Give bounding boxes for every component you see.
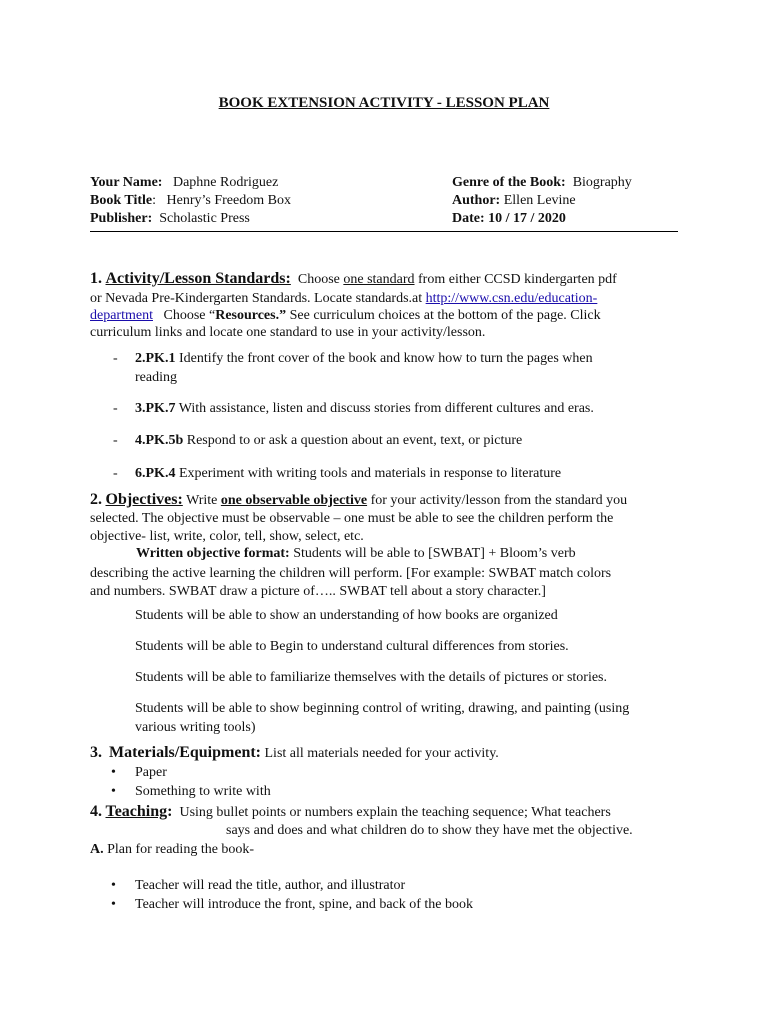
part-a-text: Plan for reading the book- — [107, 842, 255, 857]
objective-item: Students will be able to show beginning control of writing, drawing, and painting (using — [135, 701, 630, 716]
csn-link-part-1[interactable]: http://www.csn.edu/education- — [425, 291, 598, 306]
csn-link-part-2[interactable]: department — [90, 308, 153, 323]
section-2-heading: Objectives: — [105, 491, 183, 508]
objective-item: Students will be able to Begin to understand cultural differences from stories. — [135, 639, 569, 654]
name-label: Your Name: — [90, 175, 163, 190]
standard-item — [113, 432, 522, 450]
section-1-number: 1. — [90, 270, 102, 287]
section-2-line-6: and numbers. SWBAT draw a picture of….. SWBAT tell about a story character.] — [90, 584, 546, 599]
objective-item: Students will be able to show an understanding of how books are organized — [135, 608, 558, 623]
section-2-line-1 — [90, 491, 627, 510]
standard-code: 3.PK.7 — [135, 401, 176, 416]
standard-code: 6.PK.4 — [135, 466, 176, 481]
section-4-text: Using bullet points or numbers explain the teaching sequence; What teachers — [179, 805, 611, 820]
format-text: Students will be able to [SWBAT] + Bloom’s verb — [293, 546, 576, 561]
list-item — [111, 877, 405, 895]
publisher-row — [90, 210, 250, 228]
part-a-label: A. — [90, 842, 104, 857]
document-title: BOOK EXTENSION ACTIVITY - LESSON PLAN — [218, 95, 550, 111]
section-2-observable: one observable objective — [220, 493, 368, 508]
standard-item — [113, 350, 593, 368]
list-item — [111, 764, 167, 782]
date-label: Date: 10 / 17 / 2020 — [452, 211, 566, 226]
section-1-one-standard: one standard — [343, 272, 415, 287]
genre-label: Genre of the Book: — [452, 175, 566, 190]
genre-value: Biography — [572, 175, 632, 190]
section-1-heading: Activity/Lesson Standards: — [105, 270, 291, 287]
section-4-line-1 — [90, 803, 611, 822]
material-text: Something to write with — [135, 784, 271, 799]
dash-bullet: - — [113, 433, 118, 448]
section-2-number: 2. — [90, 491, 102, 508]
teaching-step-text: Teacher will read the title, author, and illustrator — [135, 878, 406, 893]
standard-text: Identify the front cover of the book and know how to turn the pages when — [178, 351, 593, 366]
section-3-colon: : — [255, 744, 261, 761]
date-row — [452, 210, 566, 228]
standard-code: 4.PK.5b — [135, 433, 184, 448]
header-divider — [90, 231, 678, 232]
list-item — [111, 896, 473, 914]
section-1-line-4: curriculum links and locate one standard to use in your activity/lesson. — [90, 325, 486, 340]
bullet-icon: • — [111, 897, 116, 912]
book-title-value: Henry’s Freedom Box — [166, 193, 291, 208]
bullet-icon: • — [111, 784, 116, 799]
section-1-line-2 — [90, 290, 597, 308]
section-1-text-a: Choose — [297, 272, 340, 287]
bullet-icon: • — [111, 765, 116, 780]
section-1-resources: Resources.” — [215, 308, 287, 323]
dash-bullet: - — [113, 466, 118, 481]
section-1-line-1 — [90, 270, 617, 289]
publisher-label: Publisher: — [90, 211, 153, 226]
author-row — [452, 192, 576, 210]
genre-row — [452, 174, 632, 192]
standard-item — [113, 400, 594, 418]
dash-bullet: - — [113, 401, 118, 416]
standard-code: 2.PK.1 — [135, 351, 176, 366]
section-4-heading: Teaching — [105, 803, 168, 820]
section-3-heading: Materials/Equipment — [109, 744, 256, 761]
list-item — [111, 783, 271, 801]
book-title-row — [90, 192, 291, 210]
objective-item: Students will be able to familiarize themselves with the details of pictures or stories. — [135, 670, 607, 685]
section-1-locate-text: or Nevada Pre-Kindergarten Standards. Locate standards.at — [90, 291, 423, 306]
standard-text: With assistance, listen and discuss stories from different cultures and eras. — [178, 401, 594, 416]
standard-text-continued: reading — [135, 370, 177, 385]
name-row — [90, 174, 278, 192]
section-2-format-line — [136, 545, 576, 563]
section-1-line-3 — [90, 307, 601, 325]
material-text: Paper — [135, 765, 167, 780]
book-title-sep: : — [152, 193, 157, 208]
author-value: Ellen Levine — [503, 193, 576, 208]
publisher-value: Scholastic Press — [159, 211, 250, 226]
dash-bullet: - — [113, 351, 118, 366]
standard-text: Respond to or ask a question about an event, text, or picture — [186, 433, 523, 448]
section-2-line-3: objective- list, write, color, tell, show, select, etc. — [90, 529, 364, 544]
section-3-number: 3. — [90, 744, 102, 761]
format-label: Written objective format: — [136, 546, 290, 561]
section-2-line-2: selected. The objective must be observable – one must be able to see the children perform the — [90, 511, 614, 526]
section-2-line-5: describing the active learning the children will perform. [For example: SWBAT match colors — [90, 566, 612, 581]
objective-item-continued: various writing tools) — [135, 720, 256, 735]
author-label: Author: — [452, 193, 501, 208]
section-2-text-a: Write — [186, 493, 218, 508]
section-4-number: 4. — [90, 803, 102, 820]
book-title-label: Book Title — [90, 193, 153, 208]
section-1-choose-text: Choose “ — [163, 308, 216, 323]
section-1-curriculum-text: See curriculum choices at the bottom of the page. Click — [289, 308, 601, 323]
section-3-text: List all materials needed for your activity. — [264, 746, 499, 761]
section-1-text-b: from either CCSD kindergarten pdf — [418, 272, 617, 287]
standard-text: Experiment with writing tools and materials in response to literature — [178, 466, 562, 481]
section-4-colon: : — [167, 803, 173, 820]
bullet-icon: • — [111, 878, 116, 893]
teaching-step-text: Teacher will introduce the front, spine, and back of the book — [135, 897, 474, 912]
standard-item — [113, 465, 561, 483]
section-4-part-a — [90, 841, 254, 859]
section-3-line-1 — [90, 744, 499, 763]
section-2-text-b: for your activity/lesson from the standard you — [370, 493, 628, 508]
section-4-line-2: says and does and what children do to show they have met the objective. — [226, 823, 633, 838]
name-value: Daphne Rodriguez — [172, 175, 279, 190]
